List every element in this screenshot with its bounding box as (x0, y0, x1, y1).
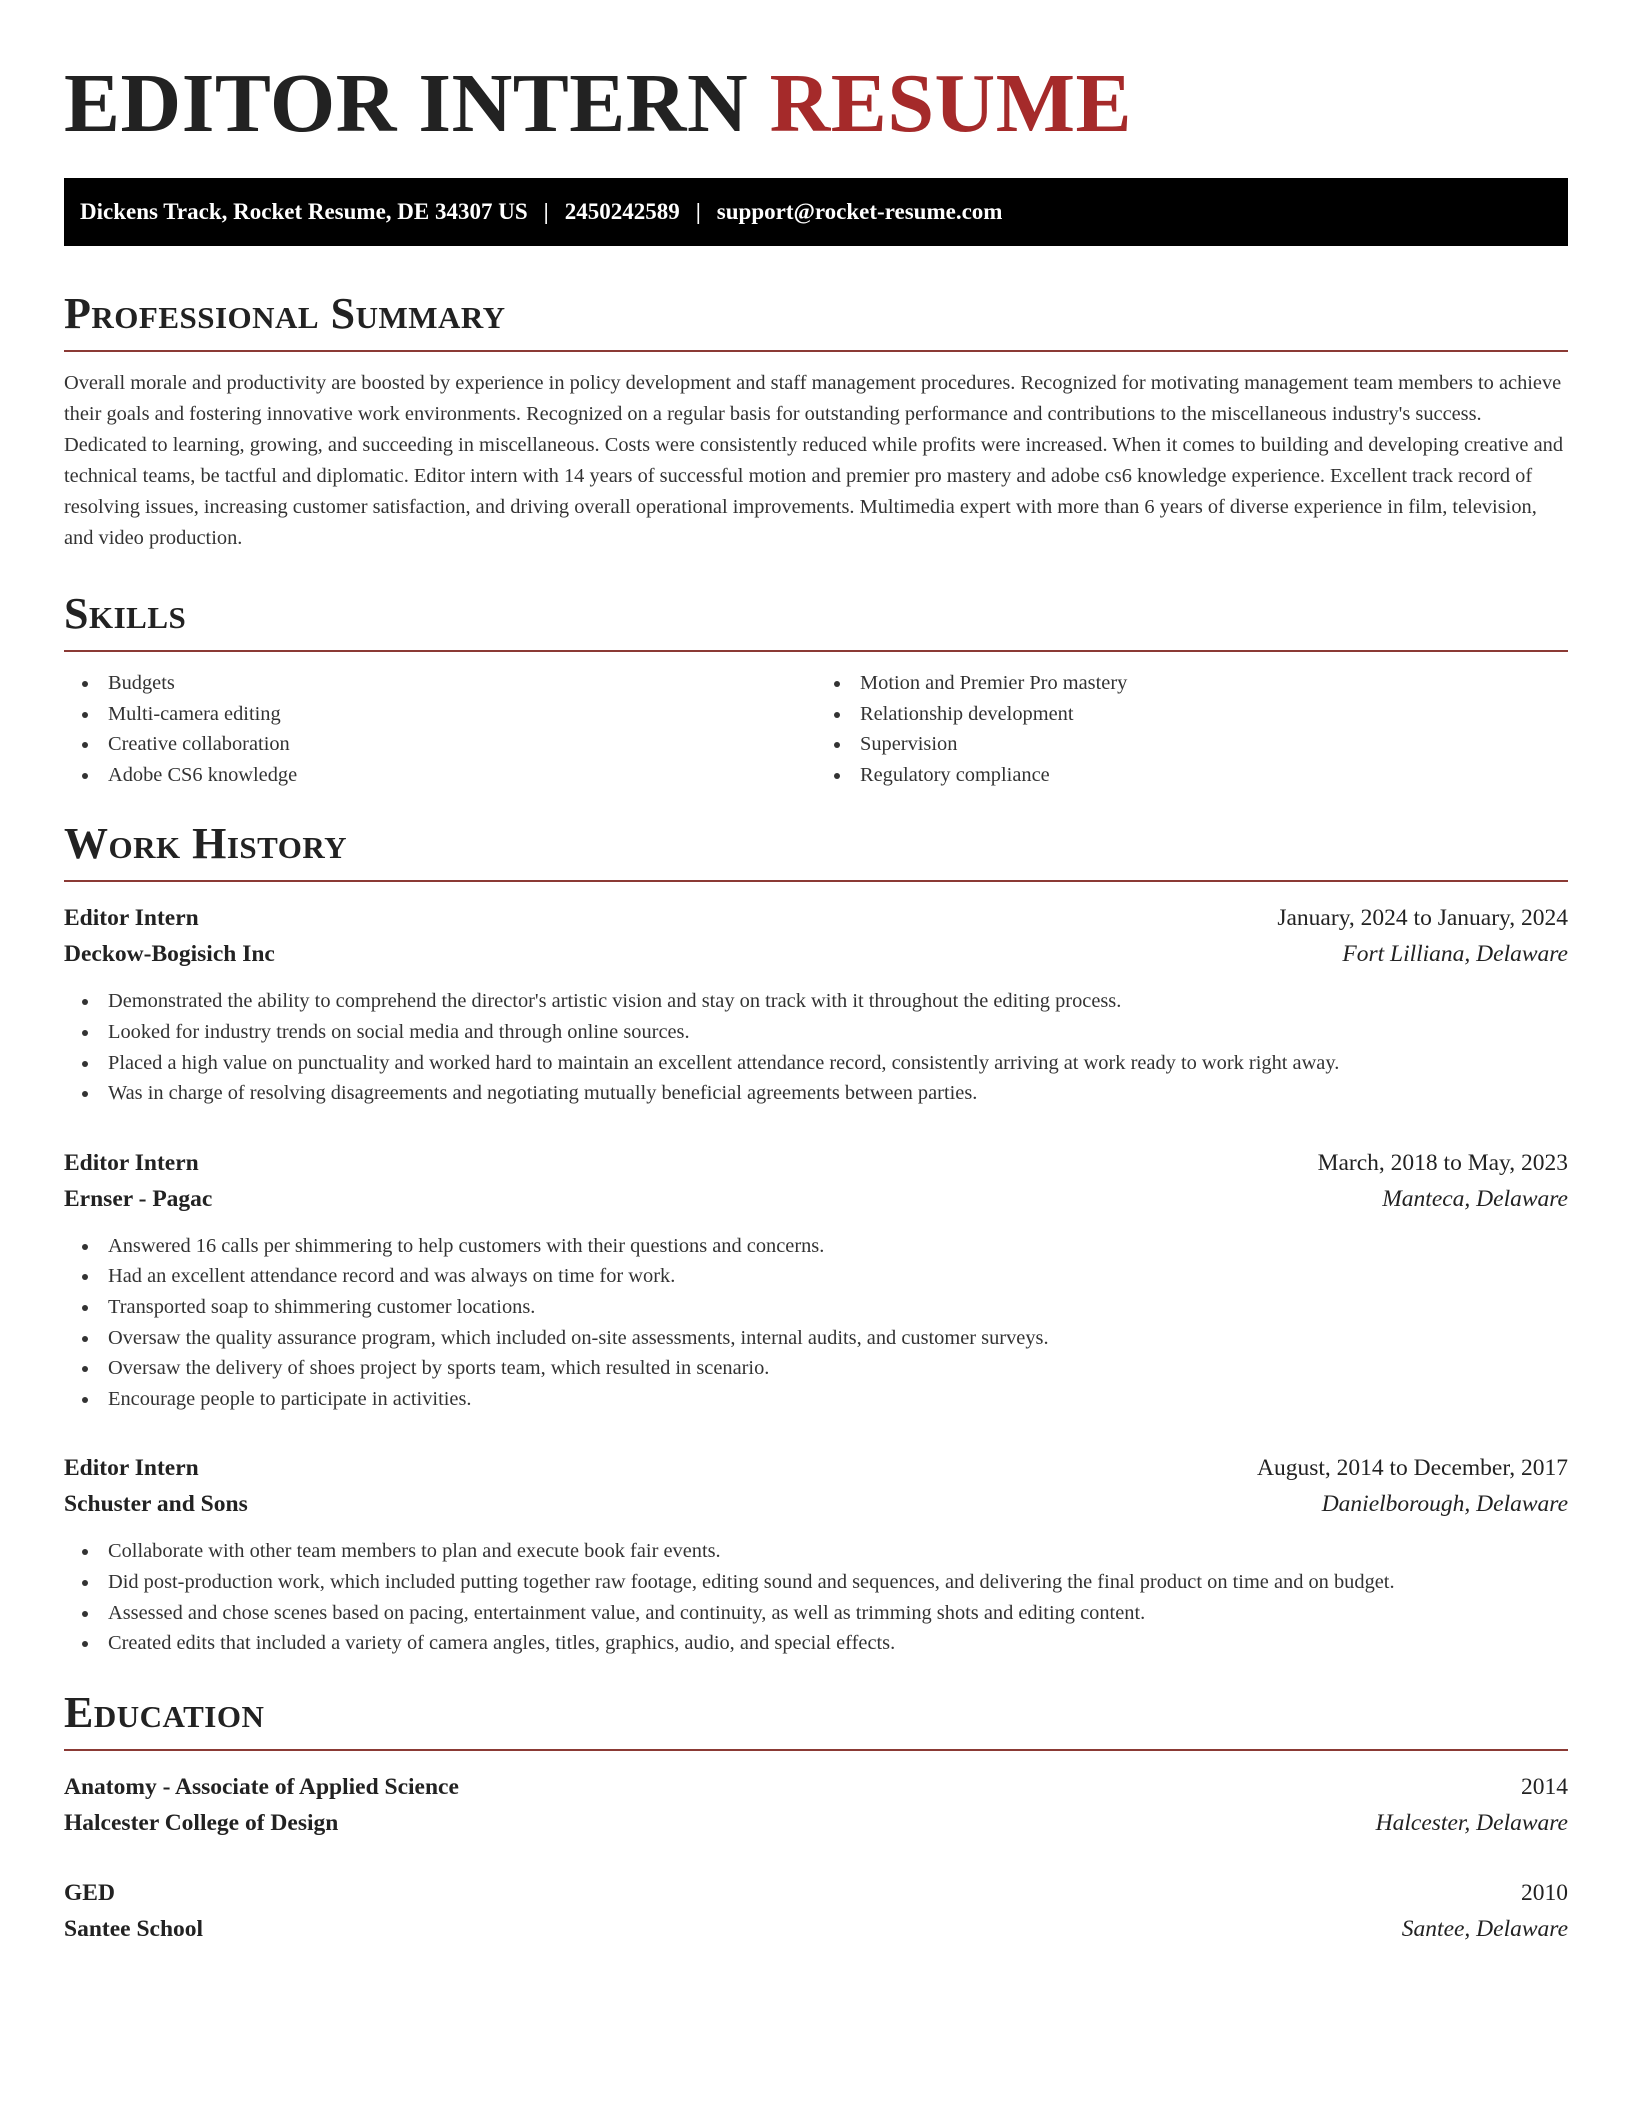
job-bullet: Encourage people to participate in activities. (64, 1384, 1568, 1415)
resume-title (64, 52, 1568, 156)
job-title: Editor Intern (64, 905, 199, 932)
job-bullet: Assessed and chose scenes based on pacing, entertainment value, and continuity, as well as trimming shots and editing content. (64, 1598, 1568, 1629)
job-title: Editor Intern (64, 1455, 199, 1482)
job-bullets (64, 1536, 1568, 1658)
skill-item: Multi-camera editing (64, 699, 816, 730)
job-header-row (64, 1450, 1568, 1486)
education-school-row (64, 1805, 1568, 1841)
education-header-row (64, 1875, 1568, 1911)
job-dates: March, 2018 to May, 2023 (1317, 1149, 1568, 1176)
job-location: Manteca, Delaware (1382, 1185, 1568, 1212)
job-company: Deckow-Bogisich Inc (64, 941, 275, 968)
contact-email: support@rocket-resume.com (716, 199, 1003, 224)
job-location: Fort Lilliana, Delaware (1342, 941, 1568, 968)
education-school: Santee School (64, 1915, 204, 1942)
skill-item: Supervision (816, 729, 1568, 760)
contact-separator: | (695, 199, 701, 224)
job-bullet: Was in charge of resolving disagreements and negotiating mutually beneficial agreements between parties. (64, 1078, 1568, 1109)
job-dates: January, 2024 to January, 2024 (1277, 905, 1568, 932)
job-company: Ernser - Pagac (64, 1185, 213, 1212)
job-bullets (64, 1231, 1568, 1415)
job-header-row (64, 900, 1568, 936)
skill-item: Creative collaboration (64, 729, 816, 760)
education-header-row (64, 1769, 1568, 1805)
job-title: Editor Intern (64, 1149, 199, 1176)
section-divider (64, 650, 1568, 652)
job-bullet: Answered 16 calls per shimmering to help customers with their questions and concerns. (64, 1231, 1568, 1262)
summary-text: Overall morale and productivity are boosted by experience in policy development and staff management procedures. Recognized for motivating management team members to achieve their goals and fostering innovative work environments. Recognized on a regular basis for outstanding performance and contributions to the miscellaneous industry's success. Dedicated to learning, growing, and succeeding in miscellaneous. Costs were consistently reduced while profits were increased. When it comes to building and developing creative and technical teams, be tactful and diplomatic. Editor intern with 14 years of successful motion and premier pro mastery and adobe cs6 knowledge experience. Excellent track record of resolving issues, increasing customer satisfaction, and driving overall operational improvements. Multimedia expert with more than 6 years of diverse experience in film, television, and video production. (64, 372, 1564, 549)
section-divider (64, 1749, 1568, 1751)
education-section (64, 1687, 1568, 1947)
education-school: Halcester College of Design (64, 1809, 339, 1836)
skill-item: Adobe CS6 knowledge (64, 760, 816, 791)
job-bullet: Looked for industry trends on social media and through online sources. (64, 1017, 1568, 1048)
job-company-row (64, 1486, 1568, 1522)
job-entry (64, 1145, 1568, 1415)
skill-item: Motion and Premier Pro mastery (816, 668, 1568, 699)
education-school-row (64, 1911, 1568, 1947)
job-location: Danielborough, Delaware (1321, 1491, 1568, 1518)
education-year: 2014 (1521, 1773, 1568, 1800)
job-bullet: Demonstrated the ability to comprehend the director's artistic vision and stay on track with it throughout the editing process. (64, 986, 1568, 1017)
resume-page (64, 0, 1568, 1947)
contact-address: Dickens Track, Rocket Resume, DE 34307 US (80, 199, 528, 224)
title-accent: RESUME (769, 57, 1133, 150)
section-divider (64, 350, 1568, 352)
work-history-section (64, 818, 1568, 1658)
skills-column-right (816, 668, 1568, 790)
job-bullet: Oversaw the delivery of shoes project by sports team, which resulted in scenario. (64, 1353, 1568, 1384)
contact-separator: | (543, 199, 549, 224)
job-company: Schuster and Sons (64, 1491, 248, 1518)
job-bullet: Created edits that included a variety of camera angles, titles, graphics, audio, and special effects. (64, 1628, 1568, 1659)
job-bullet: Collaborate with other team members to plan and execute book fair events. (64, 1536, 1568, 1567)
job-entry (64, 1450, 1568, 1658)
skills-section (64, 588, 1568, 790)
skill-item: Budgets (64, 668, 816, 699)
job-entry (64, 900, 1568, 1108)
job-dates: August, 2014 to December, 2017 (1256, 1455, 1568, 1482)
education-location: Santee, Delaware (1401, 1915, 1568, 1942)
job-bullet: Did post-production work, which included putting together raw footage, editing sound and sequences, and delivering the final product on time and on budget. (64, 1567, 1568, 1598)
contact-bar (64, 178, 1568, 246)
contact-phone: 2450242589 (564, 199, 680, 224)
skill-item: Regulatory compliance (816, 760, 1568, 791)
education-location: Halcester, Delaware (1375, 1809, 1568, 1836)
job-bullet: Placed a high value on punctuality and worked hard to maintain an excellent attendance record, consistently arriving at work ready to work right away. (64, 1048, 1568, 1079)
professional-summary-section (64, 288, 1568, 554)
job-bullet: Had an excellent attendance record and was always on time for work. (64, 1261, 1568, 1292)
education-entry (64, 1769, 1568, 1841)
job-bullets (64, 986, 1568, 1108)
title-main: EDITOR INTERN (64, 57, 749, 150)
skill-item: Relationship development (816, 699, 1568, 730)
job-bullet: Oversaw the quality assurance program, which included on-site assessments, internal audits, and customer surveys. (64, 1323, 1568, 1354)
section-heading-skills: Skills (64, 589, 187, 638)
job-company-row (64, 1181, 1568, 1217)
section-heading-summary: Professional Summary (64, 289, 506, 338)
section-heading-work: Work History (64, 819, 348, 869)
education-degree: GED (64, 1879, 115, 1906)
skills-column-left (64, 668, 816, 790)
education-year: 2010 (1521, 1879, 1568, 1906)
education-entry (64, 1875, 1568, 1947)
section-divider (64, 880, 1568, 882)
section-heading-education: Education (64, 1687, 265, 1737)
job-bullet: Transported soap to shimmering customer locations. (64, 1292, 1568, 1323)
education-degree: Anatomy - Associate of Applied Science (64, 1773, 459, 1800)
skills-grid (64, 668, 1568, 790)
job-header-row (64, 1145, 1568, 1181)
job-company-row (64, 936, 1568, 972)
